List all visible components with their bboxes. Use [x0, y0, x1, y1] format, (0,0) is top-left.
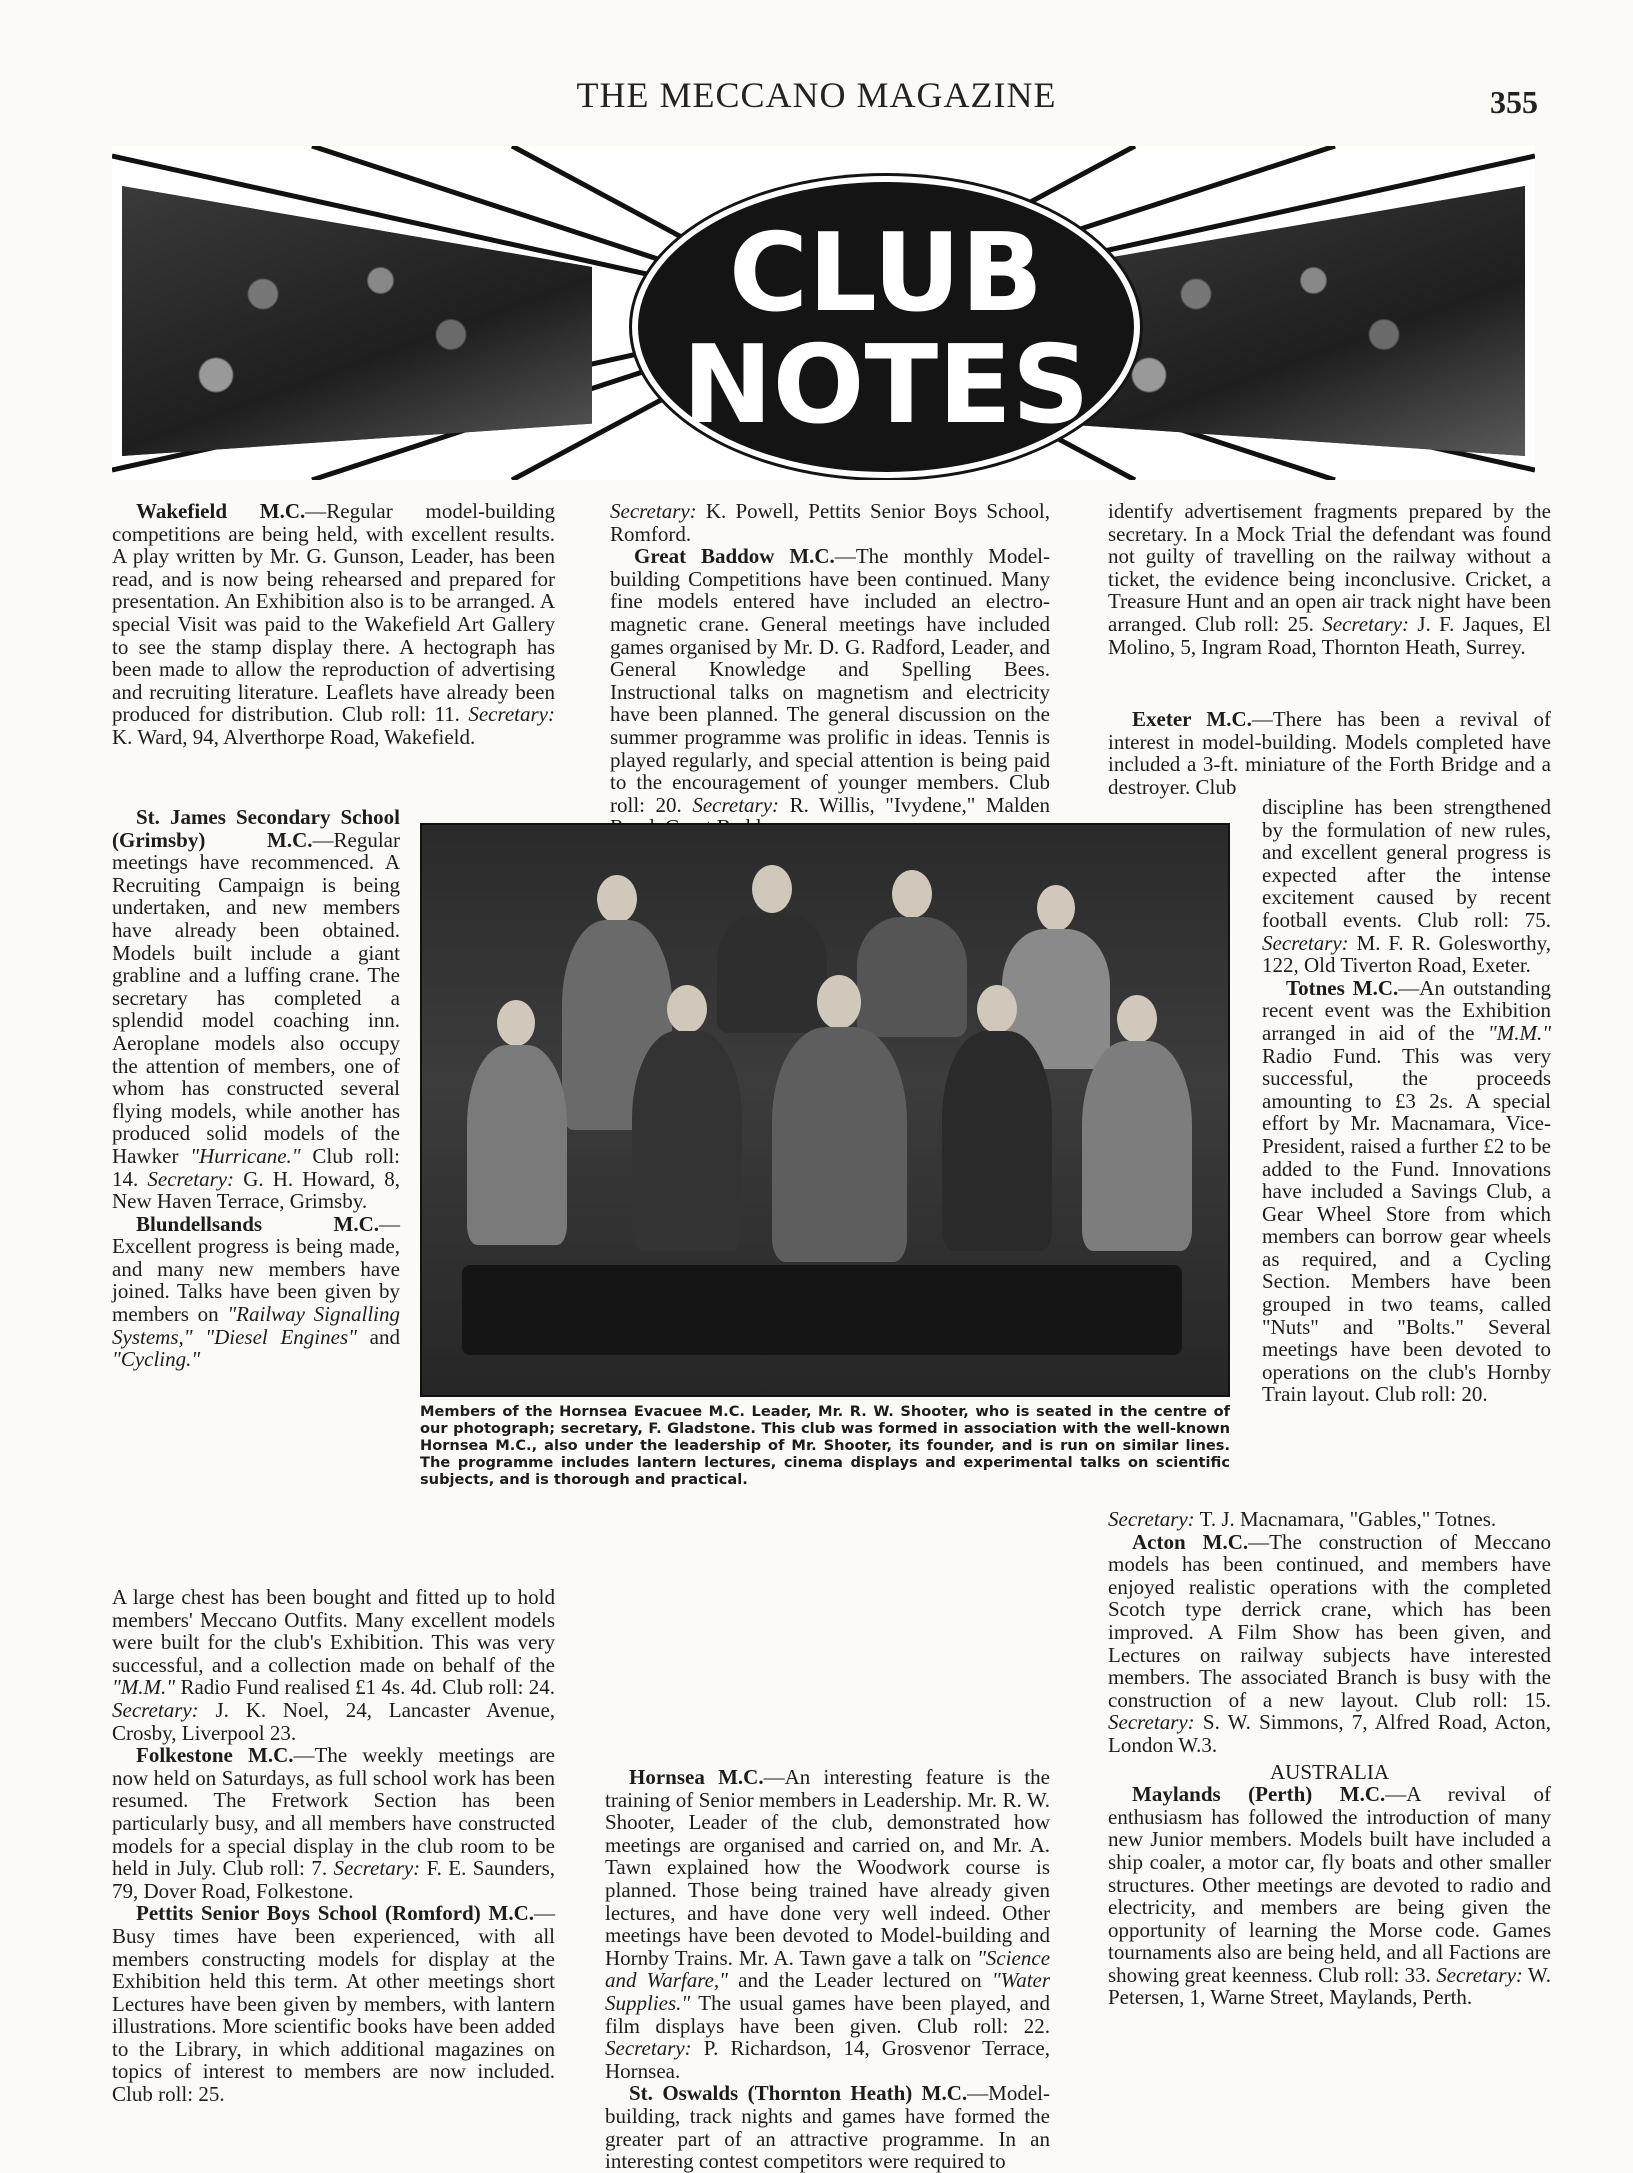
- club-notes-banner: [112, 146, 1535, 480]
- report-text: Radio Fund. This was very successful, the proceeds amounting to £3 2s. A special effort by Mr. Macnamara, Vice-President, raised a further £2 to be added to the Fund. Innovations have included a Savings Club, a Gear Wheel Store from which members can borrow gear wheels as required, and a Cycling Section. Members have been grouped in two teams, called "Nuts" and "Bolts." Several meetings have been devoted to operations on the club's Hornby Train layout. Club roll: 20.: [1262, 1043, 1551, 1407]
- report-text: —The construction of Meccano models has been continued, and members have enjoyed realistic operations with the completed Scotch type derrick crane, which has been improved. A Film Show has been given, and Lectures on railway subjects have interested members. The associated Branch is busy with the construction of a new layout. Club roll: 15.: [1108, 1529, 1551, 1712]
- secretary-address: K. Ward, 94, Alverthorpe Road, Wakefield.: [112, 724, 476, 749]
- title-oval: [632, 176, 1140, 478]
- secretary-label: Secretary:: [1108, 1710, 1195, 1735]
- club-report-exeter: [1262, 796, 1551, 977]
- club-name: Great Baddow M.C.: [634, 544, 835, 569]
- report-text: "Hurricane.": [190, 1143, 301, 1168]
- club-name: Exeter M.C.: [1132, 707, 1252, 731]
- secretary-address: P. Richardson, 14, Grosvenor Terrace, Hornsea.: [605, 2036, 1051, 2083]
- report-text: "M.M.": [1487, 1020, 1552, 1045]
- club-name: Folkestone M.C.: [136, 1743, 294, 1768]
- report-text: —An outstanding recent event was the Exhibition arranged in aid of the: [1262, 975, 1551, 1045]
- column-3-exeter-start: [1108, 708, 1551, 798]
- secretary-address: J. K. Noel, 24, Lancaster Avenue, Crosby, Liverpool 23.: [112, 1697, 556, 1745]
- club-report-pettits-secretary: [610, 500, 1050, 545]
- secretary-label: Secretary:: [112, 1697, 199, 1722]
- report-text: and the Leader lectured on: [738, 1968, 982, 1993]
- report-text: —The weekly meetings are now held on Saturdays, as full school work has been resumed. The Fretwork Section has been particularly busy, and all members have constructed models for a special display in the club room to be held in July. Club roll: 7.: [112, 1743, 555, 1881]
- hornsea-evacuee-group-photo: [420, 823, 1230, 1397]
- talk-title: "Cycling.": [112, 1347, 201, 1372]
- report-text: —Excellent progress is being made, and many new members have joined. Talks have been given by members on: [112, 1211, 400, 1327]
- report-text: The usual games have been played, and film displays have been given. Club roll: 22.: [605, 1990, 1050, 2038]
- banner-title-notes: NOTES: [682, 323, 1090, 448]
- club-report-pettits: [112, 1902, 555, 2105]
- club-report-totnes-secretary: [1108, 1508, 1551, 1531]
- secretary-label: Secretary:: [333, 1856, 421, 1881]
- report-text: and: [369, 1324, 400, 1349]
- report-text: identify advertisement fragments prepared by the secretary. In a Mock Trial the defendant was found not guilty of travelling on the railway without a ticket, the evidence being inconclusive. Cricket, a Treasure Hunt and an open air track night have been arranged. Club roll: 25.: [1108, 499, 1551, 636]
- column-1-bottom: [112, 1586, 555, 2106]
- talk-title: "Science and Warfare,": [605, 1945, 1051, 1993]
- report-text: A large chest has been bought and fitted up to hold members' Meccano Outfits. Many excellent models were built for the club's Exhibition. This was very successful, and a collection made on behalf of the: [112, 1585, 555, 1677]
- club-name: Maylands (Perth) M.C.: [1132, 1782, 1386, 1807]
- club-report-great-baddow: [610, 545, 1050, 839]
- secretary-label: Secretary:: [1436, 1962, 1523, 1987]
- club-report-blundellsands: [112, 1213, 400, 1371]
- club-name: St. Oswalds (Thornton Heath) M.C.: [629, 2081, 968, 2106]
- column-1-top: [112, 500, 555, 749]
- column-2-top: [610, 500, 1050, 839]
- club-report-acton: [1108, 1531, 1551, 1757]
- column-1-middle: [112, 806, 400, 1371]
- section-heading-australia: AUSTRALIA: [1270, 1759, 1389, 1784]
- talk-title: "Railway Signalling Systems,": [112, 1302, 401, 1349]
- secretary-label: Secretary:: [1262, 930, 1349, 955]
- secretary-address: R. Willis, "Ivydene," Malden: [789, 792, 1051, 817]
- report-text: —The monthly Model-building Competitions have been continued. Many fine models entered have included an electro-magnetic crane. General meetings have included games organised by Mr. D. G. Radford, Leader, and General Knowledge and Spelling Bees. Instructional talks on magnetism and electricity have been planned. The general discussion on the summer programme was prolific in ideas. Tennis is played regularly, and special attention is being paid to the encouragement of younger members. Club roll: 20.: [610, 544, 1050, 817]
- report-text: —There has been a revival of interest in model-building. Models completed have included a 3-ft. miniature of the Forth Bridge and a destroyer. Club: [1108, 707, 1551, 799]
- secretary-label: Secretary:: [1108, 1507, 1195, 1531]
- column-2-bottom: [605, 1766, 1050, 2173]
- club-report-wakefield: [112, 500, 555, 749]
- talk-title: "Water Supplies.": [605, 1968, 1051, 2015]
- report-text: —Model-building, track nights and games have formed the greater part of an attractive programme. In an interesting contest competitors were required to: [605, 2081, 1050, 2173]
- page-number: 355: [1490, 84, 1538, 120]
- club-report-hornsea: [605, 1766, 1050, 2082]
- report-text: —A revival of enthusiasm has followed the introduction of many new Junior members. Models built have included a ship coaler, a motor car, fly boats and other smaller structures. Other meetings are devoted to radio and electricity, and members are being given the opportunity of learning the Morse code. Games tournaments also are being held, and all Factions are showing great keenness. Club roll: 33.: [1108, 1782, 1551, 1987]
- secretary-address: M. F. R. Golesworthy, 122, Old Tiverton Road, Exeter.: [1262, 930, 1551, 978]
- secretary-label: Secretary:: [610, 499, 697, 523]
- report-text: "M.M.": [112, 1675, 176, 1700]
- magazine-title: THE MECCANO MAGAZINE: [576, 75, 1057, 115]
- club-report-folkestone: [112, 1744, 555, 1902]
- secretary-label: Secretary:: [468, 702, 555, 727]
- secretary-address: S. W. Simmons, 7, Alfred Road, Acton, London W.3.: [1108, 1710, 1552, 1757]
- club-report-blundellsands-cont: [112, 1586, 555, 1744]
- report-text: Radio Fund realised £1 4s. 4d. Club roll: 24.: [180, 1675, 556, 1700]
- secretary-label: Secretary:: [605, 2036, 692, 2061]
- club-report-totnes: [1262, 977, 1551, 1406]
- club-report-st-oswalds-cont: [1108, 500, 1551, 658]
- club-report-st-james: [112, 806, 400, 1213]
- secretary-address: J. F. Jaques, El Molino, 5, Ingram Road, Thornton Heath, Surrey.: [1108, 611, 1551, 659]
- club-report-st-oswalds: [605, 2082, 1050, 2172]
- report-text: —An interesting feature is the training of Senior members in Leadership. Mr. R. W. Shooter, Leader of the club, demonstrated how meetings are organised and carried on, and Mr. A. Tawn explained how the Woodwork course is planned. Those being trained have already given lectures, and have done very well indeed. Other meetings have been devoted to Model-building and Hornby Trains. Mr. A. Tawn gave a talk on: [605, 1765, 1050, 1970]
- report-text: —Regular model-building competitions are being held, with excellent results. A play written by Mr. G. Gunson, Leader, has been read, and is now being rehearsed and prepared for presentation. An Exhibition also is to be arranged. A special Visit was paid to the Wakefield Art Gallery to see the stamp display there. A hectograph has been made to allow the reproduction of advertising and recruiting literature. Leaflets have already been produced for distribution. Club roll: 11.: [112, 499, 555, 727]
- club-name: Blundellsands M.C.: [136, 1211, 379, 1236]
- talk-title: "Diesel Engines": [205, 1324, 357, 1349]
- column-3-bottom: [1108, 1508, 1551, 2009]
- club-report-exeter-intro: [1108, 708, 1551, 798]
- club-name: Acton M.C.: [1132, 1529, 1249, 1554]
- column-3-top: [1108, 500, 1551, 658]
- club-name: Pettits Senior Boys School (Romford) M.C.: [136, 1901, 534, 1926]
- secretary-label: Secretary:: [147, 1166, 235, 1191]
- club-name: Hornsea M.C.: [629, 1765, 764, 1789]
- secretary-address: G. H. Howard, 8, New Haven Terrace, Grimsby.: [112, 1166, 401, 1214]
- column-3-middle: [1262, 796, 1551, 1406]
- secretary-address: T. J. Macnamara, "Gables," Totnes.: [1199, 1507, 1497, 1531]
- report-text: discipline has been strengthened by the formulation of new rules, and excellent general progress is expected after the intense excitement caused by recent football events. Club roll: 75.: [1262, 795, 1551, 932]
- club-report-maylands: [1108, 1783, 1551, 2009]
- secretary-address: K. Powell, Pettits Senior Boys School, Romford.: [610, 499, 1050, 546]
- club-name: St. James Secondary School (Grimsby) M.C.: [112, 805, 400, 852]
- photo-caption: Members of the Hornsea Evacuee M.C. Leader, Mr. R. W. Shooter, who is seated in the centre of our photograph; secretary, F. Gladstone. This club was formed in association with the well-known Hornsea M.C., also under the leadership of Mr. Shooter, its founder, and is run on similar lines. The programme includes lantern lectures, cinema displays and experimental talks on scientific subjects, and is thorough and practical.: [420, 1403, 1230, 1488]
- secretary-label: Secretary:: [1322, 611, 1409, 636]
- club-name: Totnes M.C.: [1286, 975, 1399, 1000]
- report-text: —Regular meetings have recommenced. A Recruiting Campaign is being undertaken, and new members have already been obtained. Models built include a giant grabline and a luffing crane. The secretary has completed a splendid model coaching inn. Aeroplane models also occupy the attention of members, one of whom has constructed several flying models, while another has produced solid models of the Hawker: [112, 827, 400, 1168]
- secretary-address: W. Petersen, 1, Warne Street, Maylands, Perth.: [1108, 1962, 1552, 2010]
- secretary-label: Secretary:: [692, 792, 780, 817]
- banner-title-club: CLUB: [728, 211, 1044, 336]
- report-text: —Busy times have been experienced, with all members constructing models for display at the Exhibition held this term. At other meetings short Lectures have been given by members, with lantern illustrations. More scientific books have been added to the Library, in which additional magazines on topics of interest to members are now included. Club roll: 25.: [112, 1901, 555, 2107]
- report-text: Club roll: 14.: [112, 1143, 401, 1191]
- secretary-address: F. E. Saunders, 79, Dover Road, Folkestone.: [112, 1856, 556, 1903]
- club-name: Wakefield M.C.: [136, 499, 306, 523]
